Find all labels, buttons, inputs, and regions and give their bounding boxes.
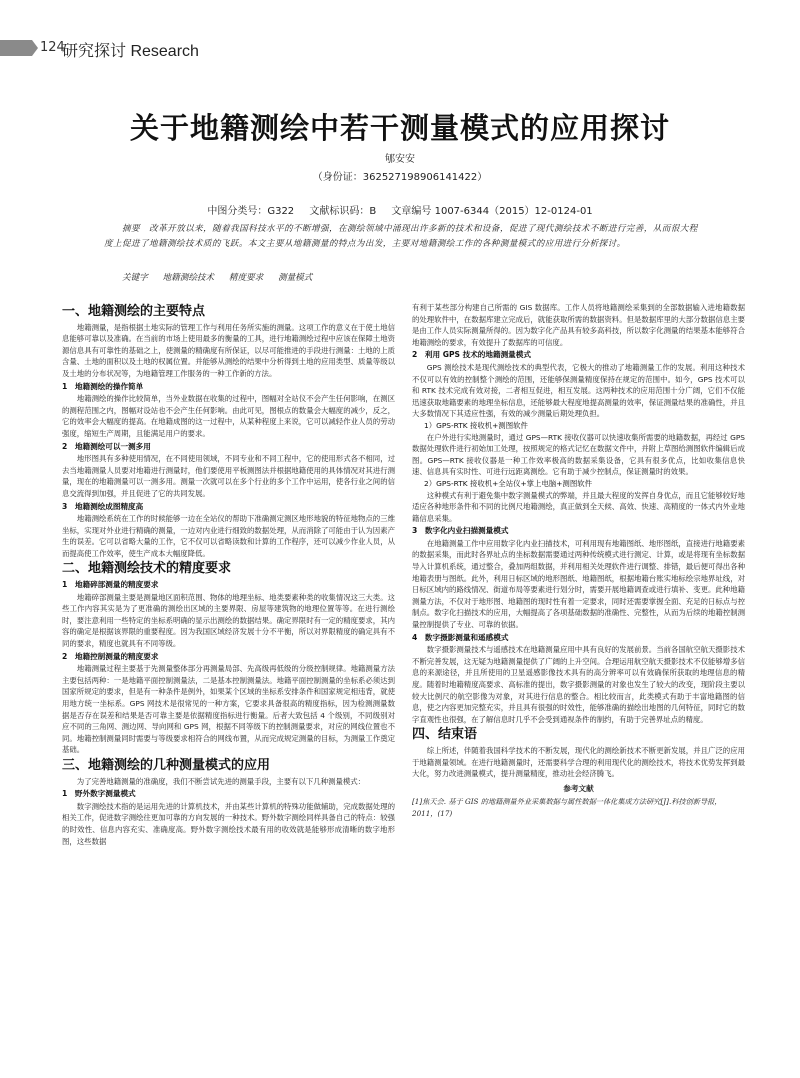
author-id: （身份证：362527198906141422）: [312, 172, 488, 183]
reference-entry: [1]焦天会. 基于 GIS 的地籍测量外业采集数据与属性数据一体化集成方法研究[J].科技创新导报，2011，(17): [412, 797, 722, 818]
body-paragraph: 在地籍测量工作中应用数字化内业扫描技术，可利用现有地籍图纸、地形图纸，直接进行地籍要素的数据采集，而此时各界址点的坐标数据需要通过两种传统模式进行测定、计算，或是将现有坐标数据导入计算机系统，通过整合，叠加两组数据，并利用相关处理软件进行调整、排错，最后便可得出各种地籍表册与图纸。此外，利用日标区域的地形图纸、地籍图纸，根据地籍台账实地标绘宗地界址线，对日标区域内的路线情况、街道布局等要素进行划分时，需要开展地籍调查或进行填补、变更。此种地籍测量方法，不仅对于地形图、地籍图的现时性有着一定要求，同时还需要掌握全面、充足的日标点与控制点。数字化扫描技术的应用，大幅提高了各项基础数据的准确性、完整性，从而为后续的地籍控制测量控制提供了专业、可靠的依据。: [412, 538, 745, 630]
keywords-label: 关键字: [122, 273, 148, 283]
article-number: 文章编号 1007-6344（2015）12-0124-01: [391, 206, 593, 217]
subsection-heading: 1 地籍测绘的操作简单: [62, 381, 144, 391]
body-paragraph: 这种模式有利于避免集中数字测量模式的弊端，并且最大程度的发挥自身优点，而且它能够较好地适应各种地形条件和不同的比例尺地籍测绘，真正做到全天候、高效、快速、高精度的一体式内外业地籍信息采集。: [412, 490, 745, 523]
body-paragraph: 地籍碎部测量主要是测量地区面积范围、物体的地理坐标、地类要素种类的收集情况这三大类。这些工作内容其实是为了更准确的测绘出区域的主要界限、房屋等建筑物的地理位置等等。在进行测绘时，要注意利用一些特定的坐标系明确的显示出测绘的数据结果。确定界限时有一定的精度要求，其内容的确定是根据该界限的重要程度。因为我国区域经济发展十分不平衡，所以对界限精度的确定具有不同的要求，精度也就具有不同等级。: [62, 592, 395, 649]
class-number: 中图分类号：G322: [207, 206, 295, 217]
keyword: 精度要求: [228, 273, 264, 283]
body-paragraph: 有利于某些部分构建自己所需的 GIS 数据库。工作人员将地籍测绘采集到的全部数据输入进地籍数据的处理软件中，在数据库建立完成后，就能获取所需的数据资料。但是数据库里的大部分数据信息主要是由工作人员实际测量所得的。因为数字化产品具有较多高科技，所以数字化测量的结果基本能够符合地籍测绘的要求，有效提升了数据库的可信度。: [412, 303, 745, 347]
document-code: 文献标识码：B: [309, 206, 377, 217]
body-paragraph: 地籍测绘的操作比较简单，当外业数据在收集的过程中，图幅对全站仪不会产生任何影响，在测区的测程范围之内，图幅对设站也不会产生任何影响。由此可见，图根点的数量会大幅度的减少，反之，它的效率会大幅度的提高。在地籍成图的这一过程中，从某种程度上来说，它可以减轻作业人员的劳动强度，缩短生产周期，且能满足用户的要求。: [62, 394, 395, 438]
abstract-label: 摘要: [122, 224, 140, 234]
keyword: 测量模式: [277, 273, 313, 283]
keywords: [122, 271, 702, 283]
abstract: [104, 222, 700, 252]
abstract-text: 改革开放以来，随着我国科技水平的不断增强，在测绘领域中涌现出许多新的技术和设备，促进了现代测绘技术不断进行完善，从而很大程度上促进了地籍测绘技术质的飞跃。本文主要从地籍测量的特点为出发，主要对地籍测绘工作的各种测量模式的应用进行分析探讨。: [104, 224, 698, 249]
body-paragraph: 地籍测绘系统在工作的时候能够一边在全站仪的帮助下准确测定测区地形地貌的特征地物点的三维坐标，实现对外业进行精确的测量，一边对内业进行细致的数据处理，从而消除了可能由于认为因素产生的误差。它可以省略大量的工作，它不仅可以省略读数和计算的工作程序，还可以减少作业人员，从而提高使工作效率，使生产成本大幅度降低。: [62, 514, 395, 558]
body-paragraph: 综上所述，伴随着我国科学技术的不断发展，现代化的测绘新技术不断更新发展，并且广泛的应用于地籍测量领域。在进行地籍测量时，还需要科学合理的利用现代化的测绘技术，将技术优势发挥到最大化，努力改进测量模式，提升测量精度，推动社会经济腾飞。: [412, 745, 745, 779]
journal-section-title: 研究探讨 Research: [62, 43, 199, 60]
sub-item-heading: 1）GPS-RTK 接收机+测图软件: [424, 420, 528, 430]
section-heading: 四、结束语: [412, 727, 478, 743]
body-paragraph: 地形图具有多种使用情况，在不同使用领域，不同专业和不同工程中，它的使用形式各不相同，过去当地籍测量人员要对地籍进行测量时，他们要使用平板测图法并根据地籍使用的具体情况对其进行测量，现在的地籍测量可以一测多用。测量一次就可以在多个行业的多个工作中运用，使各行业之间的信息交流得到加强，并且促进了它的共同发展。: [62, 454, 395, 498]
subsection-heading: 3 数字化内业扫描测量模式: [412, 526, 509, 536]
subsection-heading: 1 野外数字测量模式: [62, 789, 136, 799]
body-paragraph: 数字测绘技术指的是运用先进的计算机技术，并由某些计算机的特殊功能做辅助，完成数据处理的相关工作，促进数字测绘往更加可靠的方向发展的一种技术。野外数字测绘同样具备自己的特点：较强的时效性、信息内容充实、准确度高。野外数字测绘技术最有用的收效就是能够形成清晰的数字地形图，这些数据: [62, 801, 395, 846]
running-header: [0, 38, 800, 58]
body-paragraph: 地籍测量，是指根据土地实际的管理工作与利用任务所实施的测量。这项工作的意义在于使土地信息能够可靠以及准确。在当前的市场上使用最多的衡量的工具，进行地籍测绘过程中应该在保障土地资源信息具有可靠性的基础之上，使测量的精确度有所保证，以尽可能推进的手段进行测量：土地的上质含量、土地的面积以及土地的权属位置。并能够从测绘的结果中分析得到土地的应用类型、质量等级以及土地的分布状况等，为地籍管理工作服务的一种工作新的方法。: [62, 322, 395, 378]
sub-item-heading: 2）GPS-RTK 接收机+全站仪+掌上电脑+测图软件: [424, 478, 592, 488]
subsection-heading: 2 利用 GPS 技术的地籍测量模式: [412, 350, 531, 360]
header-bar-decoration: [0, 40, 32, 56]
subsection-heading: 4 数字摄影测量和遥感模式: [412, 632, 509, 642]
section-heading: 二、地籍测绘技术的精度要求: [62, 561, 232, 577]
body-paragraph: 为了完善地籍测量的准确度，我们不断尝试先进的测量手段，主要有以下几种测量模式：: [76, 776, 366, 786]
classification-line: [0, 202, 800, 217]
right-column: [412, 302, 745, 820]
subsection-heading: 1 地籍碎部测量的精度要求: [62, 580, 159, 590]
keyword: 地籍测绘技术: [162, 273, 215, 283]
body-paragraph: 地籍测量过程主要基于先测量整体部分再测量局部、先高级再低级的分级控制规律。地籍测量方法主要包括两种：一是地籍平面控制测量法，二是基本控制测量法。地籍平面控制测量的坐标系必须达到国家所规定的要求，但是有一种条件是例外，如果某个区域的坐标系安排条件和国家规定相违背，就使用地方统一坐标系。GPS 网技术是很常见的一种方案，它要求具备很高的精度指标，因为检测测量数据是否存在误差和结果是否可靠主要是依据精度指标进行衡量。后者大致包括 4 个级别，不同级别对应不同的三角网、测边网、导向网和 GPS 网，根据不同等级下的控制测量要求，对应的网线位置也不同。地籍控制测量同时需要与等级要求相符合的网线布置，从而完成规定测量的目标，为测量工作奠定基础。: [62, 664, 395, 755]
subsection-heading: 2 地籍测绘可以一测多用: [62, 441, 151, 451]
body-paragraph: 在户外进行实地测量时，通过 GPS—RTK 接收仪器可以快速收集所需要的地籍数据，再经过 GPS 数据处理软件进行初始加工处理，按照规定的格式记忆在数据文件中，并附上草图给测图软件编辑后成图。GPS—RTK 接收仪器是一种工作效率极高的数据采集设备，它具有很多优点，比如收集信息快速、信息具有实时性、可进行远距离测绘。它有助于减少控制点，保证测量时的效果。: [412, 432, 745, 477]
section-heading: 一、地籍测绘的主要特点: [62, 304, 206, 319]
subsection-heading: 3 地籍测绘成图精度高: [62, 501, 144, 511]
header-bar-arrow: [32, 40, 38, 56]
left-column: [62, 302, 395, 847]
article-title: 关于地籍测绘中若干测量模式的应用探讨: [129, 111, 670, 145]
references-heading: 参考文献: [563, 783, 594, 793]
author-name: 郇安安: [385, 154, 415, 165]
page-number: 124: [40, 40, 65, 55]
subsection-heading: 2 地籍控制测量的精度要求: [62, 651, 159, 661]
section-heading: 三、地籍测绘的几种测量模式的应用: [62, 757, 271, 773]
body-paragraph: 数字摄影测量技术与遥感技术在地籍测量应用中具有良好的发展前景。当前各国航空航天摄影技术不断完善发展，这无疑为地籍测量提供了广阔的上升空间。合理运用航空航天摄影技术不仅能够增多信息的来源途径，并且所使用的卫星遥感影像技术具有的高分辨率可以有效确保所获取的地理信息的精度。随着时地籍精度高要求、高标准的提出，数字摄影测量的对象也发生了较大的改变，现阶段主要以较大比例尺的航空影像为对象，对其进行信息的整合。相比较而言，此类模式有助于丰富地籍图的信息，使之内容更加完整充实，并且具有很强的时效性，能够准确的描绘出地图的几何特征，同时它的数字直观性也很强，在了解信息时几乎不会受到通视条件的制约，有助于完善界址点的精度。: [412, 645, 745, 724]
body-paragraph: GPS 测绘技术是现代测绘技术的典型代表，它极大的推动了地籍测量工作的发展。利用这种技术不仅可以有效的控制整个测绘的范围，还能够保测量精度保持在规定的范围中。如今，GPS 技术可以和 RTK 技术完成有效对接，二者相互促进，相互发展。这两种技术的应用范围十分广阔，它们不仅能迅速获取地籍要素的地理坐标信息，还能够最大程度地提高测量的效率，保证测量结果的准确性，并且大多数情况下其适应性强，有效的减少测量后期处理负担。: [412, 362, 745, 419]
